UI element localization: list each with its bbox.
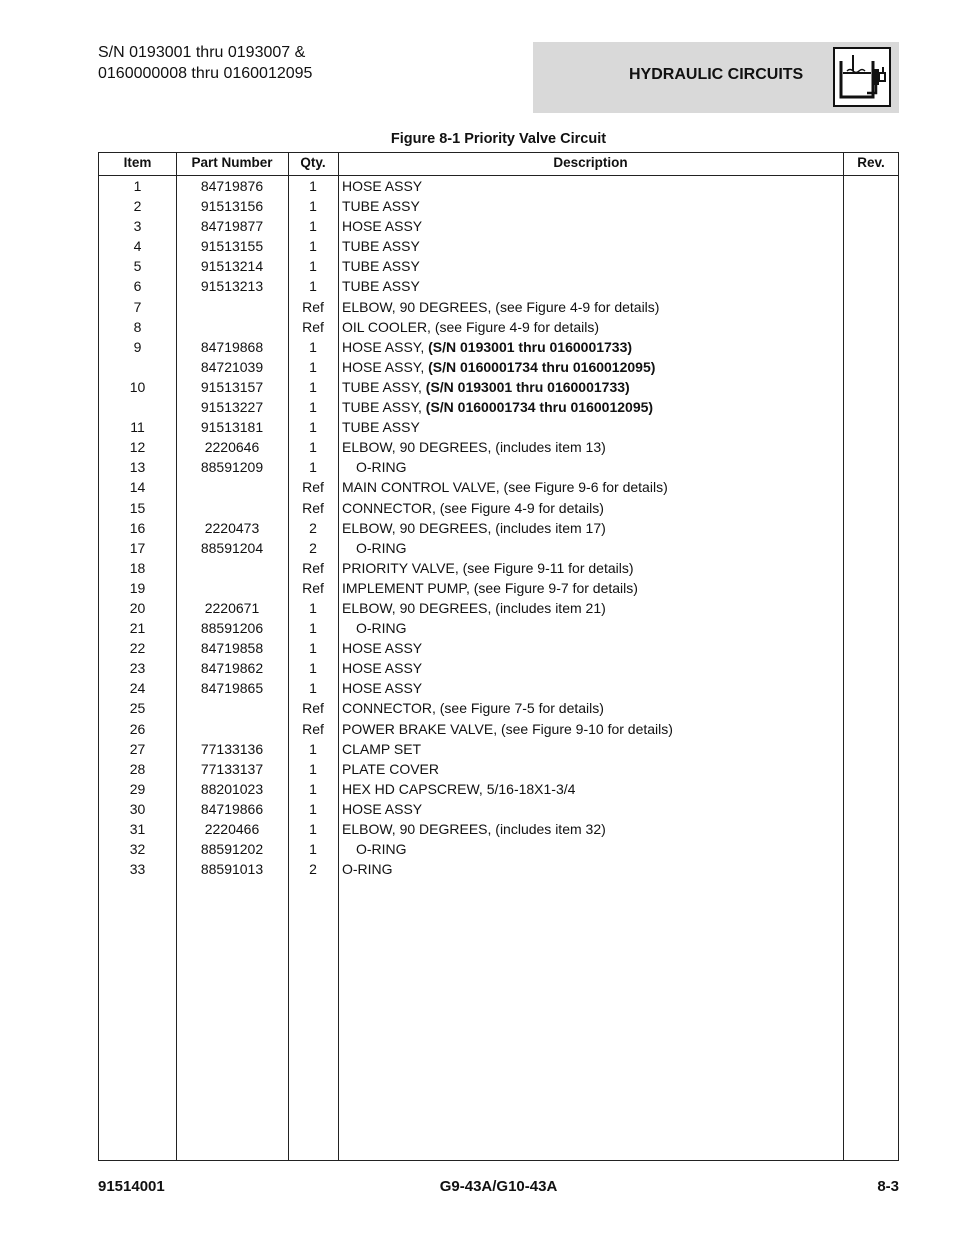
table-row	[99, 619, 898, 639]
table-row	[99, 197, 898, 217]
part-number: 88591209	[200, 459, 264, 476]
quantity: 1	[309, 640, 317, 657]
table-row	[99, 237, 898, 257]
table-row	[99, 418, 898, 438]
part-number: 77133137	[200, 760, 264, 777]
item-number: 33	[129, 861, 146, 878]
quantity: 1	[309, 378, 317, 395]
part-number: 84719858	[200, 640, 264, 657]
description-text: TUBE ASSY	[342, 419, 420, 436]
item-number: 16	[129, 519, 146, 536]
table-row	[99, 780, 898, 800]
quantity: 1	[309, 620, 317, 637]
part-number: 84719876	[200, 178, 264, 194]
part-number: 84719877	[200, 218, 264, 235]
quantity: 1	[309, 238, 317, 255]
description-text: OIL COOLER, (see Figure 4-9 for details)	[342, 318, 600, 335]
description-text: HOSE ASSY	[342, 218, 423, 235]
item-number: 14	[129, 479, 146, 496]
description	[342, 560, 634, 576]
description	[342, 640, 422, 656]
description	[342, 198, 420, 214]
description	[342, 299, 659, 315]
parts-table	[98, 152, 899, 1161]
item-number: 3	[133, 218, 142, 235]
quantity: 1	[309, 338, 317, 355]
description-text: ELBOW, 90 DEGREES, (includes item 17)	[342, 519, 606, 536]
description-text: ELBOW, 90 DEGREES, (includes item 13)	[342, 439, 606, 456]
quantity: Ref	[302, 479, 324, 496]
item-number: 1	[133, 178, 142, 194]
quantity: 1	[309, 439, 317, 456]
item-number: 8	[133, 318, 142, 335]
quantity: 1	[309, 419, 317, 436]
item-number: 15	[129, 499, 146, 516]
description	[342, 700, 604, 716]
item-number: 26	[129, 720, 146, 737]
table-row	[99, 519, 898, 539]
serial-qualifier: (S/N 0193001 thru 0160001733)	[425, 378, 630, 395]
description-text: HOSE ASSY	[342, 178, 423, 194]
part-number: 91513214	[200, 258, 264, 275]
part-number: 84719866	[200, 800, 264, 817]
part-number: 84719865	[200, 680, 264, 697]
item-number: 12	[129, 439, 146, 456]
table-row	[99, 438, 898, 458]
item-number: 18	[129, 559, 146, 576]
description	[356, 459, 407, 475]
serial-qualifier: (S/N 0160001734 thru 0160012095)	[425, 399, 654, 416]
quantity: 1	[309, 218, 317, 235]
table-row	[99, 257, 898, 277]
table-row	[99, 539, 898, 559]
quantity: 1	[309, 258, 317, 275]
description	[342, 821, 606, 837]
description	[342, 580, 638, 596]
item-number: 30	[129, 800, 146, 817]
quantity: Ref	[302, 720, 324, 737]
table-row	[99, 318, 898, 338]
item-number: 21	[129, 620, 146, 637]
table-row	[99, 740, 898, 760]
quantity: Ref	[302, 559, 324, 576]
model-number: G9-43A/G10-43A	[439, 1178, 558, 1195]
quantity: 1	[309, 178, 317, 194]
table-row	[99, 177, 898, 197]
description	[342, 660, 422, 676]
description-text: TUBE ASSY,	[342, 378, 426, 395]
section-tab	[533, 42, 899, 113]
item-number: 9	[133, 338, 142, 355]
serial-number-range	[98, 42, 312, 84]
description	[342, 218, 422, 234]
description-text: TUBE ASSY	[342, 198, 420, 215]
serial-line-1: S/N 0193001 thru 0193007 &	[98, 44, 306, 61]
quantity: Ref	[302, 499, 324, 516]
description	[342, 359, 655, 375]
description-text: ELBOW, 90 DEGREES, (see Figure 4-9 for details)	[342, 298, 660, 315]
description	[342, 419, 420, 435]
item-number: 31	[129, 821, 146, 837]
part-number: 84719862	[200, 660, 264, 677]
description-text: O-RING	[356, 459, 407, 476]
quantity: 1	[309, 780, 317, 797]
description-text: TUBE ASSY	[342, 258, 420, 275]
description-text: CONNECTOR, (see Figure 7-5 for details)	[342, 700, 604, 717]
description-text: ELBOW, 90 DEGREES, (includes item 32)	[342, 821, 606, 837]
item-number: 25	[129, 700, 146, 717]
description	[342, 439, 606, 455]
description-text: POWER BRAKE VALVE, (see Figure 9-10 for details)	[342, 720, 673, 737]
description-text: HOSE ASSY,	[342, 338, 429, 355]
table-row	[99, 860, 898, 880]
part-number: 91513181	[200, 419, 264, 436]
quantity: 2	[309, 519, 317, 536]
part-number: 2220466	[204, 821, 260, 837]
table-row	[99, 458, 898, 478]
table-row	[99, 358, 898, 378]
description	[356, 841, 407, 857]
item-number: 29	[129, 780, 146, 797]
part-number: 91513157	[200, 378, 264, 395]
table-row	[99, 559, 898, 579]
description-text: MAIN CONTROL VALVE, (see Figure 9-6 for details)	[342, 479, 668, 496]
description	[342, 741, 421, 757]
part-number: 2220671	[204, 599, 260, 616]
quantity: 1	[309, 660, 317, 677]
item-number: 23	[129, 660, 146, 677]
description-text: HOSE ASSY,	[342, 358, 429, 375]
quantity: Ref	[302, 298, 324, 315]
description-text: CONNECTOR, (see Figure 4-9 for details)	[342, 499, 604, 516]
quantity: 1	[309, 800, 317, 817]
item-number: 27	[129, 740, 146, 757]
description	[342, 680, 422, 696]
table-row	[99, 679, 898, 699]
figure-title: Figure 8-1 Priority Valve Circuit	[390, 131, 607, 147]
description	[356, 540, 407, 556]
table-row	[99, 398, 898, 418]
table-row	[99, 800, 898, 820]
quantity: 1	[309, 399, 317, 416]
item-number: 24	[129, 680, 146, 697]
part-number: 91513156	[200, 198, 264, 215]
description-text: TUBE ASSY	[342, 278, 420, 295]
item-number: 11	[130, 419, 145, 436]
description-text: TUBE ASSY,	[342, 399, 426, 416]
quantity: 1	[309, 821, 317, 837]
part-number: 88591206	[200, 620, 264, 637]
part-number: 77133136	[200, 740, 264, 757]
description	[342, 379, 630, 395]
description-text: O-RING	[356, 620, 407, 637]
description	[356, 620, 407, 636]
description-text: TUBE ASSY	[342, 238, 420, 255]
item-number: 28	[129, 760, 146, 777]
quantity: Ref	[302, 579, 324, 596]
description-text: CLAMP SET	[342, 740, 422, 757]
description	[342, 500, 604, 516]
hydraulic-reservoir-icon	[833, 47, 891, 107]
column-header-part-number: Part Number	[191, 155, 273, 170]
description	[342, 781, 575, 797]
part-number: 84721039	[200, 358, 264, 375]
part-number: 91513227	[200, 399, 264, 416]
table-row	[99, 840, 898, 860]
serial-qualifier: (S/N 0160001734 thru 0160012095)	[428, 358, 656, 375]
table-row	[99, 659, 898, 679]
description	[342, 600, 606, 616]
part-number: 88591204	[200, 539, 264, 556]
part-number: 2220646	[204, 439, 260, 456]
description	[342, 721, 673, 737]
table-row	[99, 499, 898, 519]
quantity: 1	[309, 198, 317, 215]
description-text: PLATE COVER	[342, 760, 439, 777]
table-row	[99, 338, 898, 358]
description-text: PRIORITY VALVE, (see Figure 9-11 for details)	[342, 559, 634, 576]
item-number: 5	[133, 258, 142, 275]
header-divider	[99, 175, 898, 176]
quantity: Ref	[302, 700, 324, 717]
item-number: 22	[129, 640, 146, 657]
part-number: 88591013	[200, 861, 264, 878]
column-header-item: Item	[123, 155, 152, 170]
part-number: 88591202	[200, 841, 264, 858]
description-text: O-RING	[356, 539, 407, 556]
section-title: HYDRAULIC CIRCUITS	[629, 66, 804, 83]
description-text: O-RING	[356, 841, 407, 858]
item-number: 4	[133, 238, 142, 255]
doc-number: 91514001	[98, 1178, 165, 1195]
quantity: 1	[309, 459, 317, 476]
description-text: HOSE ASSY	[342, 660, 423, 677]
description	[342, 339, 632, 355]
description	[342, 178, 422, 194]
part-number: 84719868	[200, 338, 264, 355]
description	[342, 258, 420, 274]
item-number: 20	[129, 599, 146, 616]
item-number: 6	[133, 278, 142, 295]
part-number: 2220473	[204, 519, 260, 536]
part-number: 88201023	[200, 780, 264, 797]
table-row	[99, 720, 898, 740]
table-row	[99, 277, 898, 297]
table-row	[99, 478, 898, 498]
description	[342, 319, 599, 335]
item-number: 32	[129, 841, 146, 858]
table-row	[99, 760, 898, 780]
description	[342, 761, 439, 777]
description-text: HOSE ASSY	[342, 800, 423, 817]
table-row	[99, 217, 898, 237]
column-header-qty: Qty.	[300, 155, 326, 170]
description-text: IMPLEMENT PUMP, (see Figure 9-7 for details)	[342, 579, 638, 596]
description	[342, 399, 653, 415]
serial-line-2: 0160000008 thru 0160012095	[98, 65, 313, 82]
quantity: 1	[309, 841, 317, 858]
description	[342, 278, 420, 294]
description-text: HOSE ASSY	[342, 640, 423, 657]
quantity: 1	[309, 278, 317, 295]
column-header-description: Description	[553, 155, 628, 170]
quantity: 1	[309, 680, 317, 697]
item-number: 10	[129, 378, 146, 395]
description-text: HOSE ASSY	[342, 680, 423, 697]
quantity: Ref	[302, 318, 324, 335]
item-number: 19	[129, 579, 146, 596]
description-text: ELBOW, 90 DEGREES, (includes item 21)	[342, 599, 606, 616]
part-number: 91513213	[200, 278, 264, 295]
quantity: 1	[309, 740, 317, 757]
table-row	[99, 699, 898, 719]
quantity: 2	[309, 861, 317, 878]
page-number: 8-3	[877, 1178, 899, 1195]
item-number: 2	[133, 198, 142, 215]
column-header-rev: Rev.	[857, 155, 885, 170]
serial-qualifier: (S/N 0193001 thru 0160001733)	[428, 338, 633, 355]
table-row	[99, 298, 898, 318]
table-body	[99, 177, 898, 880]
quantity: 1	[309, 760, 317, 777]
description	[342, 801, 422, 817]
quantity: 2	[309, 539, 317, 556]
table-row	[99, 378, 898, 398]
table-row	[99, 820, 898, 840]
part-number: 91513155	[200, 238, 264, 255]
table-row	[99, 599, 898, 619]
table-row	[99, 639, 898, 659]
quantity: 1	[309, 599, 317, 616]
description	[342, 479, 668, 495]
item-number: 17	[129, 539, 146, 556]
item-number: 13	[129, 459, 146, 476]
quantity: 1	[309, 358, 317, 375]
description	[342, 520, 606, 536]
description	[342, 861, 393, 877]
table-row	[99, 579, 898, 599]
description	[342, 238, 420, 254]
item-number: 7	[133, 298, 142, 315]
description-text: O-RING	[342, 861, 393, 878]
description-text: HEX HD CAPSCREW, 5/16-18X1-3/4	[342, 780, 576, 797]
